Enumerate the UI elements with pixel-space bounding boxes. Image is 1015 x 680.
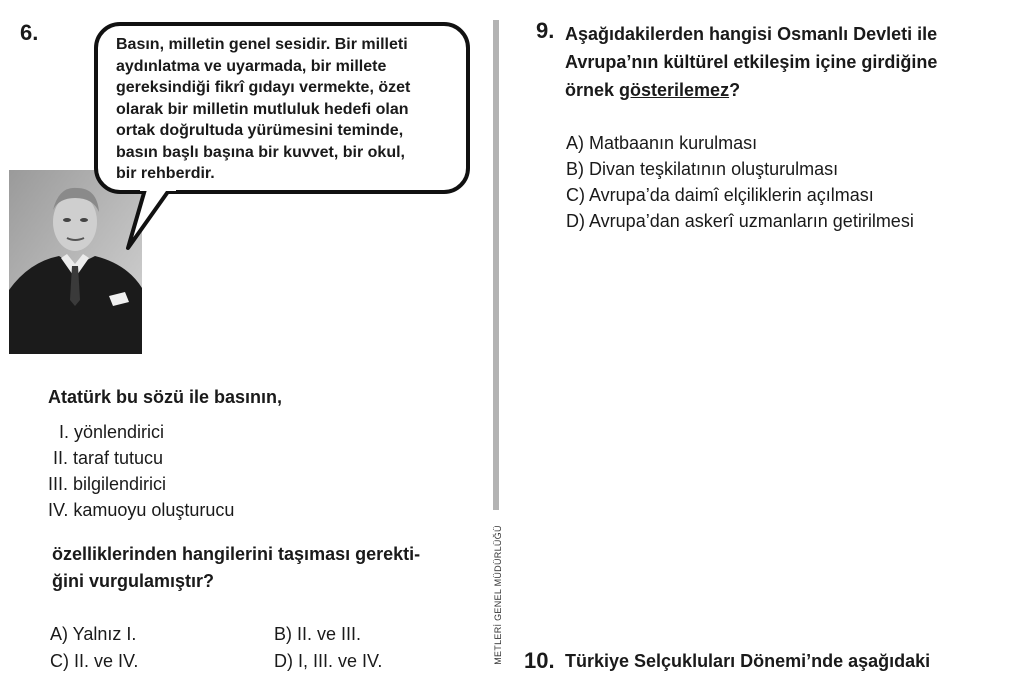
option-b[interactable]: B) II. ve III. bbox=[274, 624, 362, 644]
option-c[interactable]: C) II. ve IV. bbox=[50, 651, 139, 671]
question-9-stem bbox=[565, 20, 1005, 104]
option-b[interactable]: B) Divan teşkilatının oluşturulması bbox=[566, 159, 839, 179]
side-publisher-label bbox=[493, 510, 503, 680]
option-a[interactable]: A) Matbaanın kurulması bbox=[566, 133, 758, 153]
quote-line: gereksindiği fikrî gıdayı vermekte, özet bbox=[116, 79, 411, 96]
column-divider bbox=[493, 20, 499, 510]
ataturk-quote bbox=[116, 34, 461, 185]
option-a[interactable]: A) Yalnız I. bbox=[50, 624, 137, 644]
quote-line: Basın, milletin genel sesidir. Bir milleti bbox=[116, 36, 408, 53]
option-d[interactable]: D) I, III. ve IV. bbox=[274, 651, 383, 671]
prompt-line: ğini vurgulamıştır? bbox=[52, 571, 215, 591]
stem-prefix: örnek bbox=[565, 80, 620, 100]
quote-line: ortak doğrultuda yürümesini teminde, bbox=[116, 122, 404, 139]
quote-line: basın başlı başına bir kuvvet, bir okul, bbox=[116, 143, 405, 161]
option-d[interactable]: D) Avrupa’dan askerî uzmanların getirilmesi bbox=[566, 211, 914, 231]
quote-line: olarak bir milletin mutluluk hedefi olan bbox=[116, 100, 409, 118]
quote-line: aydınlatma ve uyarmada, bir millete bbox=[116, 57, 387, 75]
question-6-number: 6. bbox=[20, 20, 39, 45]
stem-line: Avrupa’nın kültürel etkileşim içine girdiğine bbox=[565, 52, 938, 72]
quote-line: bir rehberdir. bbox=[116, 165, 215, 182]
question-6-stem: Atatürk bu sözü ile basının, bbox=[48, 387, 283, 407]
item-ii: II. taraf tutucu bbox=[53, 448, 164, 468]
item-i: I. yönlendirici bbox=[59, 422, 165, 442]
option-c[interactable]: C) Avrupa’da daimî elçiliklerin açılması bbox=[566, 185, 874, 205]
item-iv: IV. kamuoyu oluşturucu bbox=[48, 500, 235, 520]
question-6-items bbox=[48, 419, 308, 523]
question-10-stem: Türkiye Selçukluları Dönemi’nde aşağıdaki bbox=[565, 651, 931, 671]
speech-bubble-tail bbox=[118, 186, 178, 256]
stem-negative-word: gösterilemez bbox=[619, 80, 730, 100]
question-6-prompt bbox=[52, 541, 420, 595]
side-label-text: METLERİ GENEL MÜDÜRLÜĞÜ bbox=[493, 525, 503, 665]
prompt-line: özelliklerinden hangilerini taşıması gerekti- bbox=[52, 544, 421, 564]
stem-line bbox=[565, 76, 1005, 104]
item-iii: III. bilgilendirici bbox=[48, 474, 167, 494]
question-9-options bbox=[566, 130, 914, 234]
stem-line: Aşağıdakilerden hangisi Osmanlı Devleti ile bbox=[565, 24, 938, 44]
question-9-number: 9. bbox=[536, 18, 555, 43]
stem-suffix: ? bbox=[729, 80, 741, 100]
question-10-number: 10. bbox=[524, 648, 555, 673]
